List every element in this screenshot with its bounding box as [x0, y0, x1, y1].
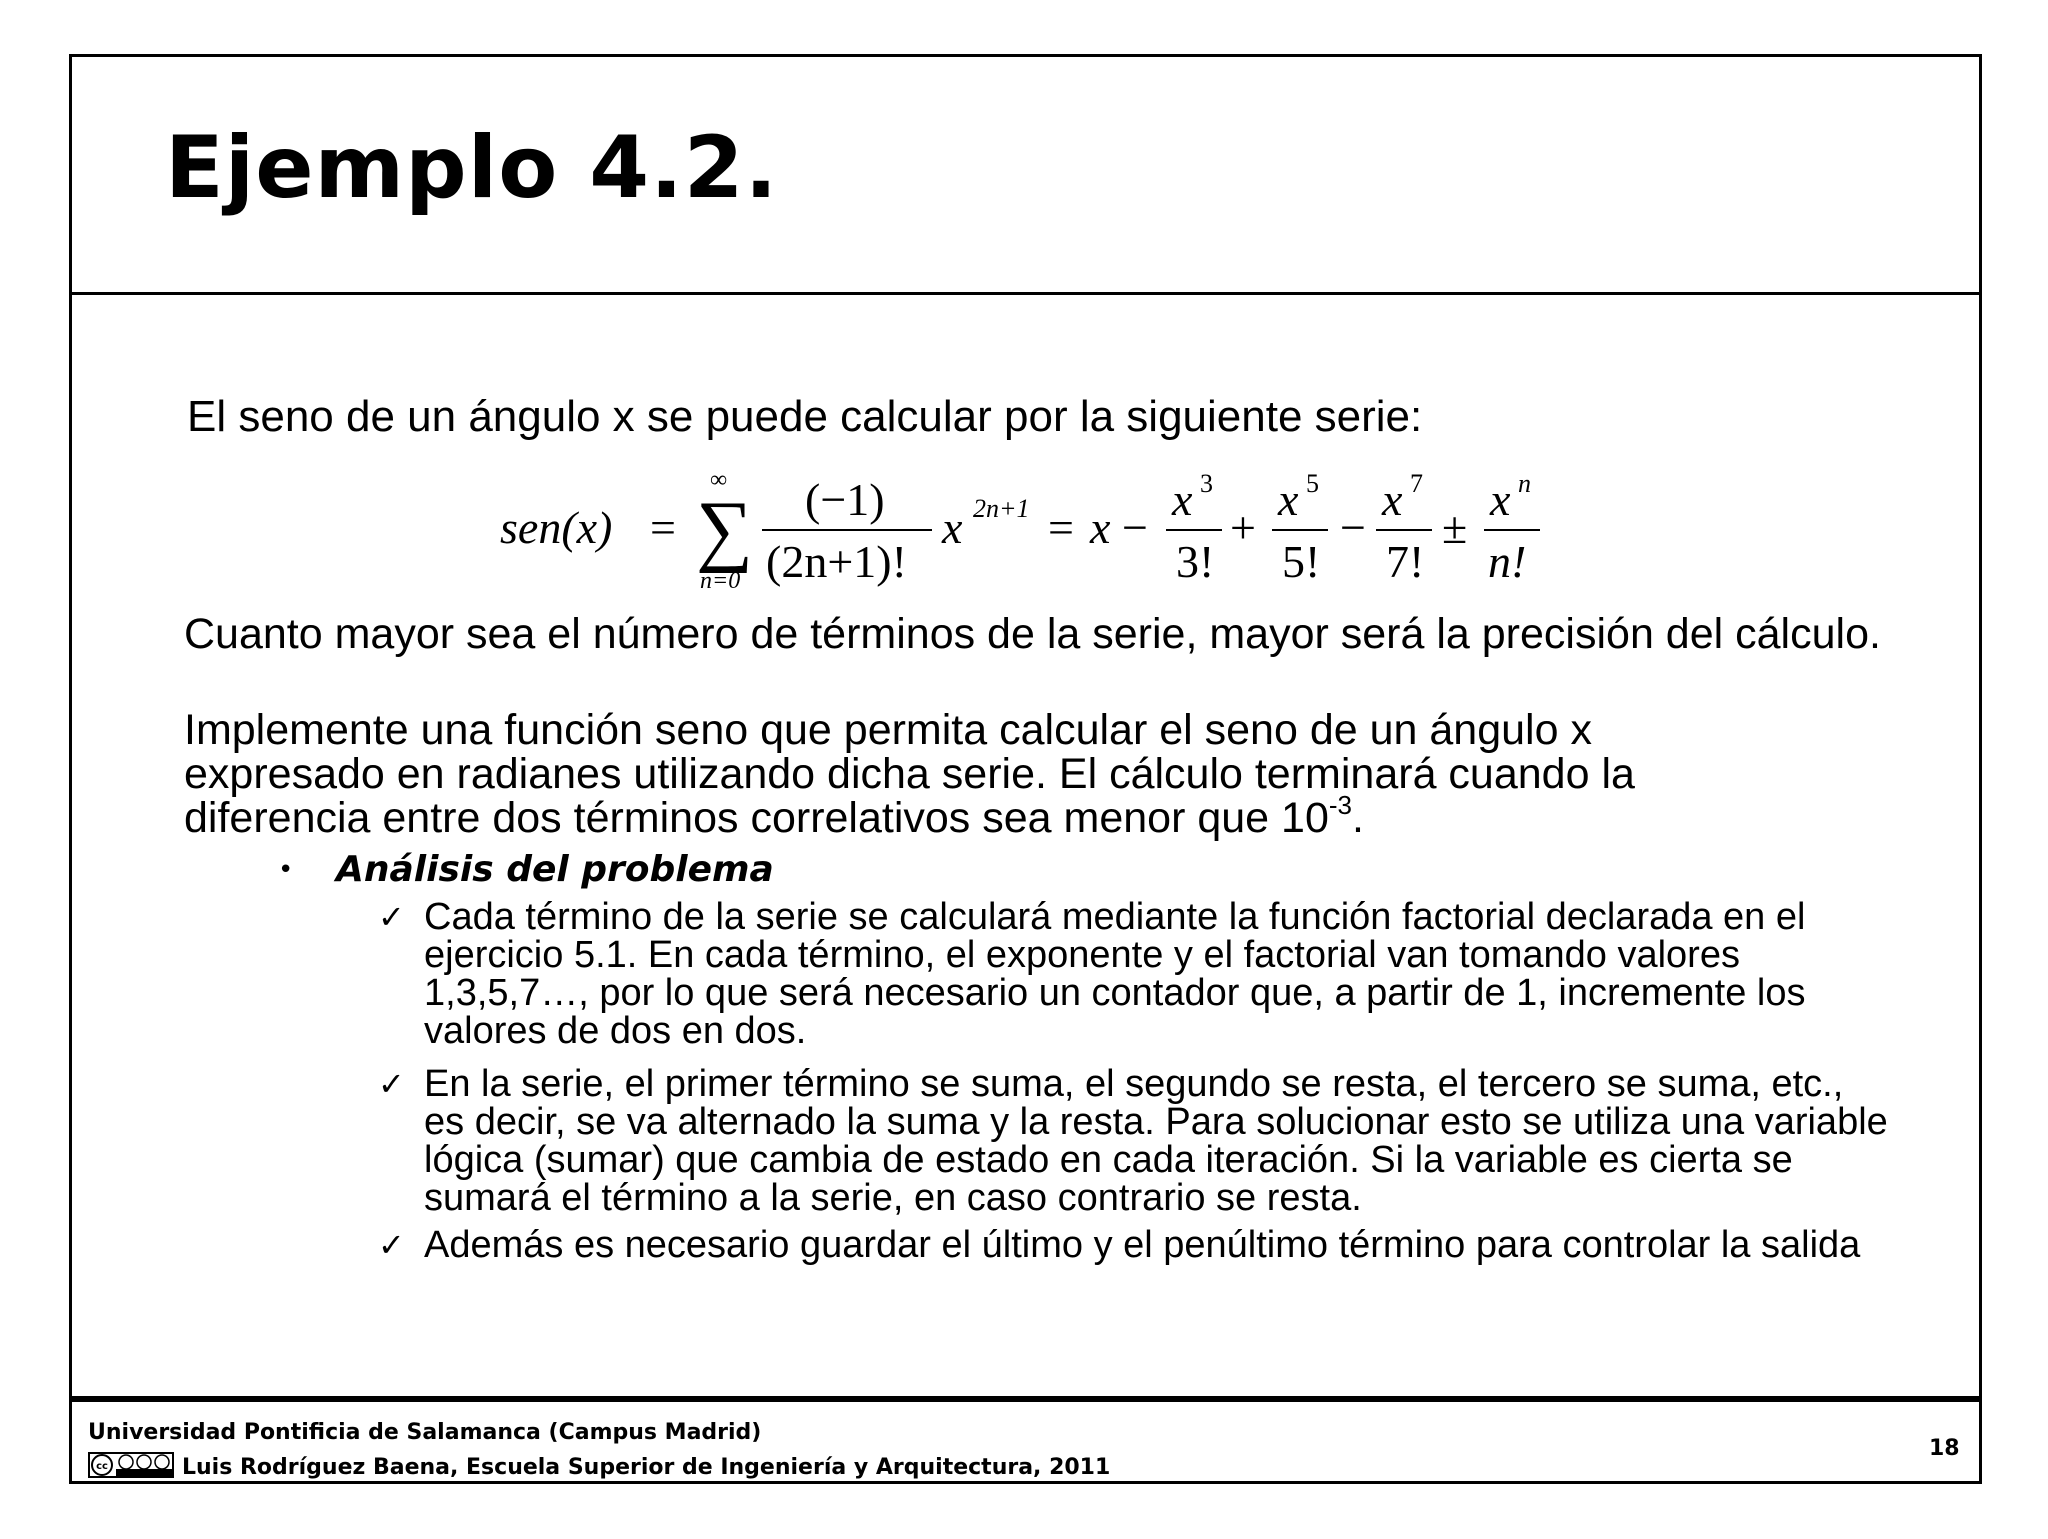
formula-equals: =: [650, 502, 676, 553]
analysis-item-text: En la serie, el primer término se suma, el segundo se resta, el tercero se suma, etc., es decir, se va alternado la suma y la resta. Para solucionar esto se utiliza una variable lógica (sumar) que cambia de estado en cada iteración. Si la variable es cierta se sumará el término a la serie, en caso contrario se resta.: [424, 1063, 1888, 1219]
analysis-bullet: [278, 849, 774, 891]
checkmark-icon: ✓: [378, 898, 405, 936]
term-5-sign: ±: [1442, 502, 1468, 553]
task-exponent: -3: [1328, 790, 1352, 820]
footer-author: Luis Rodríguez Baena, Escuela Superior de Ingeniería y Arquitectura, 2011: [182, 1455, 1111, 1480]
task-paragraph: [184, 708, 1884, 840]
term-4-denominator: 7!: [1386, 536, 1425, 587]
intro-text: El seno de un ángulo x se puede calcular por la siguiente serie:: [187, 392, 1423, 441]
expansion-equals: =: [1048, 502, 1074, 553]
task-line-3: diferencia entre dos términos correlativos sea menor que 10: [184, 794, 1329, 842]
checkmark-icon: ✓: [378, 1226, 405, 1264]
footer-divider: [69, 1396, 1982, 1402]
footer-author-line: [88, 1452, 1110, 1487]
term-4-sign: −: [1340, 502, 1366, 553]
sigma-symbol: ∑: [696, 486, 754, 574]
power-base: x: [942, 502, 963, 553]
page-number: 18: [1929, 1436, 1960, 1461]
task-line-2: expresado en radianes utilizando dicha serie. El cálculo terminará cuando la: [184, 750, 1635, 798]
sum-lower-limit: n=0: [700, 568, 741, 594]
term-2-denominator: 3!: [1176, 536, 1215, 587]
term-4-numerator: x: [1382, 474, 1403, 525]
footer-institution: Universidad Pontificia de Salamanca (Campus Madrid): [88, 1420, 762, 1445]
expansion-first-term: x: [1090, 502, 1111, 553]
term-2-sign: −: [1122, 502, 1148, 553]
analysis-item-last-terms: [378, 1226, 1888, 1264]
fraction-denominator: (2n+1)!: [766, 536, 907, 587]
term-3-exponent: 5: [1306, 469, 1319, 498]
analysis-item-text: Cada término de la serie se calculará mediante la función factorial declarada en el ejercicio 5.1. En cada término, el exponente y el factorial van tomando valores 1,3,5,7…, por lo que será necesario un contador que, a partir de 1, incremente los valores de dos en dos.: [424, 896, 1806, 1052]
analysis-item-alternating-sign: [378, 1065, 1888, 1217]
analysis-item-text: Además es necesario guardar el último y el penúltimo término para controlar la salida: [424, 1224, 1861, 1266]
term-4-exponent: 7: [1410, 469, 1423, 498]
title-divider: [69, 292, 1982, 295]
formula-lhs: sen(x): [500, 502, 613, 553]
analysis-heading: Análisis del problema: [336, 849, 774, 890]
bullet-dot-icon: •: [278, 855, 294, 885]
sine-series-formula: [500, 455, 1560, 610]
svg-text:cc: cc: [96, 1461, 108, 1472]
task-period: .: [1352, 794, 1364, 842]
term-3-numerator: x: [1278, 474, 1299, 525]
cc-license-icon: [88, 1452, 174, 1487]
sum-upper-limit: ∞: [710, 467, 728, 493]
term-5-denominator: n!: [1488, 536, 1527, 587]
term-3-sign: +: [1230, 502, 1256, 553]
fraction-numerator: (−1): [805, 474, 885, 525]
precision-paragraph: Cuanto mayor sea el número de términos de la serie, mayor será la precisión del cálculo.: [184, 610, 1881, 658]
term-2-exponent: 3: [1200, 469, 1213, 498]
term-3-denominator: 5!: [1282, 536, 1321, 587]
checkmark-icon: ✓: [378, 1065, 405, 1103]
term-2-numerator: x: [1172, 474, 1193, 525]
task-line-1: Implemente una función seno que permita calcular el seno de un ángulo x: [184, 706, 1592, 754]
term-5-numerator: x: [1490, 474, 1511, 525]
power-exponent: 2n+1: [973, 494, 1030, 523]
slide-title: Ejemplo 4.2.: [165, 118, 779, 218]
term-5-exponent: n: [1518, 469, 1531, 498]
analysis-item-factorial: [378, 898, 1888, 1050]
